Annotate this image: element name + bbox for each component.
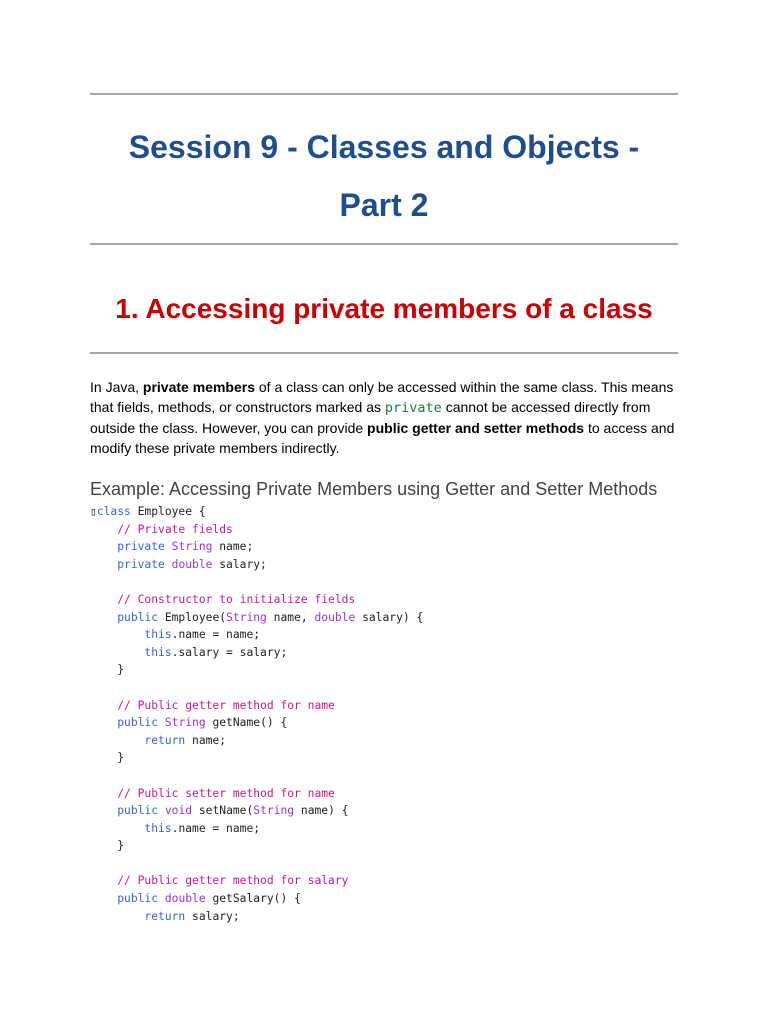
code-token: // Public getter method for salary bbox=[117, 874, 349, 888]
code-token: name; bbox=[212, 540, 254, 554]
code-token: } bbox=[90, 751, 125, 765]
code-line bbox=[90, 785, 690, 803]
code-token: name, bbox=[266, 610, 315, 624]
code-token: private bbox=[117, 540, 165, 554]
code-line bbox=[90, 749, 690, 767]
code-token: void bbox=[164, 804, 193, 818]
code-token: double bbox=[171, 557, 213, 571]
section-rule bbox=[90, 352, 678, 354]
code-line bbox=[90, 767, 690, 785]
code-token bbox=[158, 804, 165, 817]
code-token bbox=[90, 523, 117, 536]
code-block bbox=[90, 503, 690, 925]
code-token: // Private fields bbox=[117, 522, 233, 536]
page-title-line-2: Part 2 bbox=[339, 187, 429, 223]
code-token bbox=[90, 628, 144, 641]
code-token: double bbox=[314, 610, 356, 624]
code-token: String bbox=[171, 540, 213, 554]
code-token: .name = name; bbox=[171, 821, 261, 835]
code-token bbox=[90, 611, 117, 624]
intro-inline-code: private bbox=[384, 400, 442, 416]
code-line bbox=[90, 855, 690, 873]
code-token: String bbox=[226, 610, 267, 624]
page-title bbox=[90, 118, 678, 234]
code-token: } bbox=[90, 839, 125, 853]
title-bottom-rule bbox=[90, 243, 678, 245]
code-token bbox=[90, 716, 117, 729]
code-token bbox=[158, 716, 165, 729]
code-line bbox=[90, 591, 690, 609]
code-line bbox=[90, 644, 690, 662]
code-line bbox=[90, 573, 690, 591]
code-token bbox=[158, 892, 165, 905]
code-token: Employee { bbox=[130, 505, 206, 518]
code-line bbox=[90, 503, 690, 521]
code-token: getName() { bbox=[205, 716, 288, 730]
intro-bold-getter-setter: public getter and setter methods bbox=[367, 420, 585, 436]
code-token: // Constructor to initialize fields bbox=[117, 592, 356, 606]
code-line bbox=[90, 626, 690, 644]
intro-text-3: cannot be accessed directly from outside the class. However, you can provide bbox=[90, 399, 651, 436]
section-heading: 1. Accessing private members of a class bbox=[115, 293, 653, 324]
intro-bold-private-members: private members bbox=[142, 379, 255, 395]
intro-paragraph bbox=[90, 377, 680, 458]
code-token: this bbox=[144, 628, 172, 642]
code-token: public bbox=[117, 610, 159, 624]
code-line bbox=[90, 679, 690, 697]
code-token bbox=[90, 558, 117, 571]
code-line bbox=[90, 820, 690, 838]
code-token: salary; bbox=[185, 909, 240, 923]
code-token bbox=[90, 804, 117, 817]
code-token: this bbox=[144, 821, 172, 835]
top-rule bbox=[90, 93, 678, 95]
code-token: private bbox=[117, 557, 165, 571]
page-title-line-1: Session 9 - Classes and Objects - bbox=[128, 129, 640, 165]
code-token bbox=[90, 593, 117, 606]
code-token: this bbox=[144, 645, 172, 659]
code-line bbox=[90, 538, 690, 556]
code-token bbox=[90, 646, 144, 659]
code-token bbox=[90, 540, 117, 553]
code-token: String bbox=[164, 716, 206, 730]
code-token bbox=[90, 910, 144, 923]
example-heading: Example: Accessing Private Members using Getter and Setter Methods bbox=[90, 479, 658, 499]
code-token: double bbox=[164, 892, 206, 906]
code-line bbox=[90, 732, 690, 750]
code-line bbox=[90, 872, 690, 890]
code-token: name) { bbox=[294, 804, 349, 818]
code-token: public bbox=[117, 804, 159, 818]
code-token: public bbox=[117, 716, 159, 730]
code-token: name; bbox=[185, 733, 227, 747]
code-token: // Public getter method for name bbox=[117, 698, 335, 712]
code-token bbox=[165, 558, 172, 571]
code-token: } bbox=[90, 663, 125, 677]
code-token bbox=[90, 734, 144, 747]
code-token: // Public setter method for name bbox=[117, 786, 335, 800]
code-token: return bbox=[144, 733, 186, 747]
code-line bbox=[90, 802, 690, 820]
code-token: getSalary() { bbox=[205, 892, 301, 906]
code-token: return bbox=[144, 909, 186, 923]
code-token: salary) { bbox=[355, 610, 424, 624]
code-line bbox=[90, 556, 690, 574]
code-token bbox=[90, 699, 117, 712]
code-token bbox=[90, 787, 117, 800]
code-token: .salary = salary; bbox=[171, 645, 288, 659]
code-line bbox=[90, 609, 690, 627]
intro-text-4: to access and modify these private members indirectly. bbox=[90, 420, 675, 456]
code-token: .name = name; bbox=[171, 628, 261, 642]
code-line bbox=[90, 837, 690, 855]
code-line bbox=[90, 697, 690, 715]
code-token bbox=[90, 874, 117, 887]
code-token: class bbox=[96, 505, 131, 518]
intro-text-1: In Java, bbox=[90, 379, 143, 395]
code-token: setName( bbox=[192, 804, 254, 818]
placeholder-glyph-icon: ▯ bbox=[90, 505, 97, 518]
code-line bbox=[90, 521, 690, 539]
code-line bbox=[90, 890, 690, 908]
code-token bbox=[90, 892, 117, 905]
code-token bbox=[165, 540, 172, 553]
intro-text-2: of a class can only be accessed within the same class. This means that fields, methods, or constructors marked as bbox=[90, 379, 674, 415]
code-token: Employee( bbox=[158, 610, 227, 624]
code-line bbox=[90, 661, 690, 679]
code-line bbox=[90, 908, 690, 926]
code-token: salary; bbox=[212, 557, 267, 571]
code-line bbox=[90, 714, 690, 732]
code-token: String bbox=[253, 804, 295, 818]
code-token bbox=[90, 822, 144, 835]
code-token: public bbox=[117, 892, 159, 906]
